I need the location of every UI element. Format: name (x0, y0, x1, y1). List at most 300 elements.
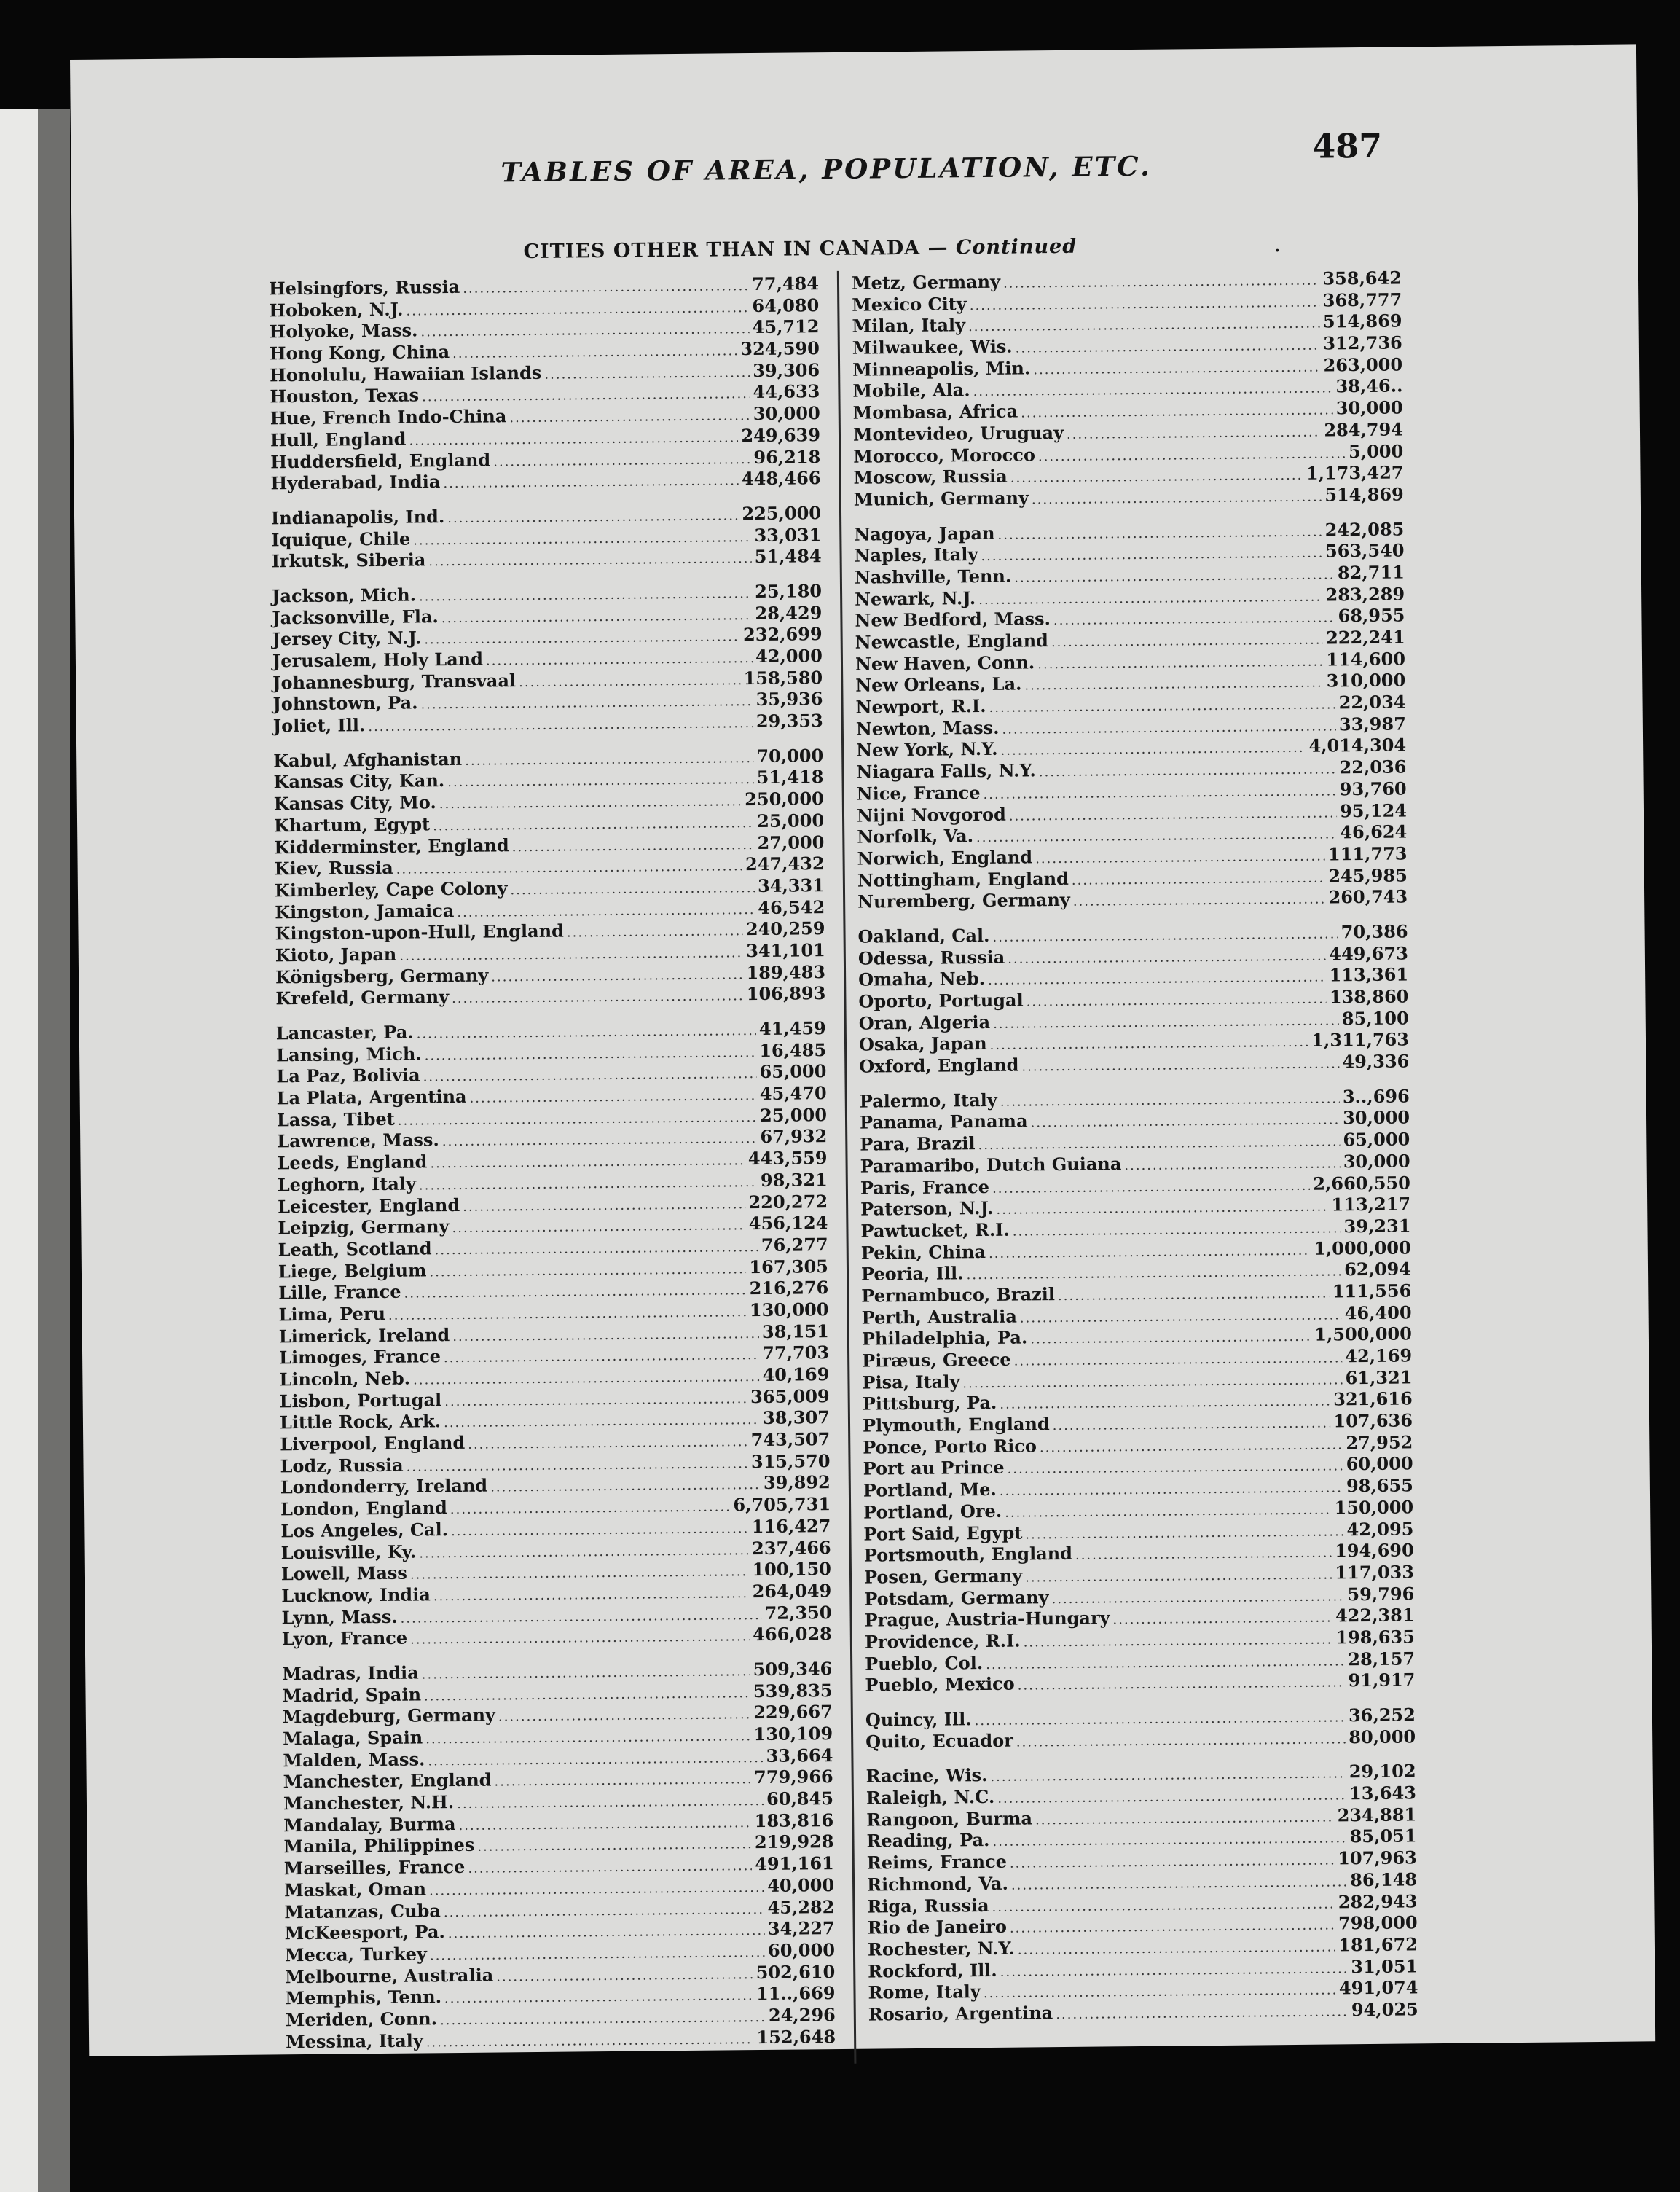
city-population: 39,892 (763, 1471, 831, 1494)
city-row (852, 267, 1402, 294)
dot-leader (973, 378, 1333, 403)
dot-leader (1009, 802, 1338, 827)
dot-leader (452, 340, 737, 364)
city-population: 100,150 (752, 1558, 832, 1581)
city-population: 539,835 (753, 1679, 833, 1702)
city-name: Kiev, Russia (274, 856, 393, 880)
dot-leader (430, 1942, 765, 1967)
city-population: 29,102 (1349, 1760, 1416, 1782)
city-population: 67,932 (760, 1125, 828, 1148)
dot-leader (439, 791, 742, 815)
city-name: Pernambuco, Brazil (861, 1283, 1056, 1307)
dot-leader (417, 1020, 757, 1045)
city-name: Plymouth, England (862, 1413, 1050, 1436)
city-name: Messina, Italy (285, 2029, 423, 2052)
dot-leader (444, 1985, 753, 2010)
city-name: Jackson, Mich. (271, 584, 417, 607)
city-name: New Haven, Conn. (855, 651, 1035, 675)
dot-leader (1010, 465, 1303, 490)
city-name: Morocco, Morocco (853, 443, 1036, 467)
dot-leader (396, 856, 743, 880)
city-name: Prague, Austria-Hungary (864, 1607, 1110, 1631)
dot-leader (1053, 608, 1335, 632)
city-name: Kioto, Japan (275, 943, 397, 966)
city-population: 113,217 (1331, 1193, 1411, 1216)
city-population: 31,051 (1351, 1954, 1418, 1977)
city-population: 42,000 (755, 645, 823, 668)
city-population: 13,643 (1349, 1782, 1417, 1804)
city-population: 46,400 (1344, 1302, 1412, 1323)
city-name: Magdeburg, Germany (282, 1704, 496, 1728)
city-name: Memphis, Tenn. (285, 1986, 442, 2009)
dot-leader (368, 713, 753, 738)
city-population: 62,094 (1344, 1258, 1412, 1280)
dot-leader (400, 1605, 761, 1629)
city-population: 234,881 (1337, 1804, 1417, 1826)
dot-leader (1020, 1304, 1342, 1329)
dot-leader (990, 1764, 1346, 1788)
city-population: 232,699 (742, 623, 823, 646)
city-population: 94,025 (1351, 1998, 1418, 2021)
book-page (70, 44, 1655, 2056)
city-name: Joliet, Ill. (272, 714, 366, 737)
dot-leader (1039, 759, 1337, 783)
city-population: 422,381 (1335, 1604, 1415, 1627)
dot-leader (1016, 335, 1321, 360)
city-name: Hue, French Indo-China (270, 405, 507, 429)
dot-leader (404, 1280, 746, 1304)
city-name: Iquique, Chile (271, 528, 411, 550)
dot-leader (1014, 1347, 1343, 1372)
city-name: Lisbon, Portugal (279, 1388, 442, 1412)
city-name: Kabul, Afghanistan (273, 748, 463, 772)
city-population: 183,816 (754, 1809, 834, 1831)
city-population: 216,276 (749, 1277, 829, 1299)
city-name: Palermo, Italy (859, 1089, 997, 1112)
city-name: Portland, Ore. (863, 1500, 1002, 1523)
city-name: Metz, Germany (851, 270, 1001, 294)
dot-leader (451, 1518, 749, 1543)
dot-leader (1024, 1629, 1333, 1653)
city-population: 240,259 (745, 917, 825, 940)
city-name: Huddersfield, England (270, 448, 491, 472)
dot-leader (447, 769, 754, 794)
dot-leader (420, 691, 753, 716)
city-population: 16,485 (759, 1038, 827, 1061)
right-city-column (852, 267, 1418, 2025)
city-population: 30,000 (753, 402, 820, 425)
city-population: 60,845 (766, 1788, 834, 1809)
dot-leader (420, 318, 750, 343)
city-name: Pawtucket, R.I. (860, 1218, 1010, 1242)
city-name: Perth, Australia (861, 1305, 1017, 1328)
dot-leader (1000, 1391, 1330, 1416)
city-name: Hong Kong, China (269, 341, 450, 364)
city-name: Manchester, N.H. (283, 1791, 455, 1815)
city-name: Rosario, Argentina (868, 2002, 1053, 2025)
dot-leader (989, 1240, 1311, 1264)
dot-leader (477, 1834, 752, 1858)
city-name: McKeesport, Pa. (284, 1921, 445, 1944)
city-population: 5,000 (1348, 439, 1404, 462)
city-population: 25,000 (759, 1103, 828, 1126)
city-name: Matanzas, Cuba (284, 1899, 441, 1922)
dot-leader (983, 780, 1337, 805)
city-population: 64,080 (752, 294, 820, 316)
city-population: 40,000 (767, 1874, 835, 1896)
dot-leader (1007, 1456, 1343, 1481)
dot-leader (1033, 356, 1321, 380)
dot-leader (1124, 1153, 1341, 1177)
city-population: 24,296 (768, 2003, 836, 2026)
dot-leader (469, 1085, 757, 1109)
dot-leader (1008, 945, 1326, 970)
city-name: Little Rock, Ark. (279, 1410, 441, 1433)
dot-leader (444, 1388, 747, 1413)
left-city-column (269, 273, 836, 2052)
city-population: 91,917 (1348, 1669, 1416, 1691)
city-population: 85,051 (1349, 1825, 1417, 1847)
city-population: 282,943 (1338, 1890, 1418, 1912)
city-name: Rochester, N.Y. (867, 1937, 1015, 1960)
dot-leader (1075, 1543, 1332, 1567)
city-name: Malaga, Spain (282, 1726, 423, 1750)
city-name: Piræus, Greece (862, 1348, 1011, 1371)
city-name: Newport, R.I. (855, 695, 986, 718)
city-name: Ponce, Porto Rico (863, 1435, 1037, 1458)
city-population: 29,353 (755, 710, 823, 732)
city-population: 514,869 (1324, 483, 1404, 506)
dot-leader (407, 1453, 749, 1478)
city-population: 25,180 (755, 580, 823, 602)
city-population: 85,100 (1341, 1007, 1409, 1029)
dot-leader (413, 527, 752, 552)
city-name: Oporto, Portugal (858, 989, 1024, 1012)
city-population: 33,664 (766, 1744, 833, 1766)
city-name: Newark, N.J. (855, 587, 976, 610)
dot-leader (457, 1790, 764, 1815)
city-name: Liege, Belgium (278, 1259, 427, 1282)
dot-leader (433, 1583, 750, 1608)
dot-leader (486, 648, 753, 672)
city-population: 138,860 (1329, 985, 1409, 1008)
dot-leader (444, 1898, 765, 1923)
city-name: Montevideo, Uruguay (852, 421, 1064, 445)
dot-leader (493, 449, 751, 473)
section-heading (523, 235, 1077, 263)
dot-leader (1058, 1283, 1330, 1307)
city-name: London, England (280, 1497, 447, 1520)
city-name: Mandalay, Burma (283, 1812, 456, 1836)
city-name: Newcastle, England (855, 630, 1049, 653)
city-name: Manchester, England (283, 1769, 492, 1793)
city-name: Paramaribo, Dutch Guiana (860, 1153, 1122, 1177)
dot-leader (468, 1855, 752, 1879)
city-name: Jersey City, N.J. (272, 627, 422, 650)
city-name: Quito, Ecuador (865, 1729, 1013, 1753)
city-row (272, 580, 822, 607)
city-population: 225,000 (742, 502, 822, 525)
city-population: 59,796 (1347, 1582, 1415, 1605)
city-name: Minneapolis, Min. (852, 357, 1031, 380)
dot-leader (1030, 1326, 1311, 1350)
city-population: 44,633 (753, 380, 820, 403)
dot-leader (1073, 889, 1326, 913)
dot-leader (425, 1042, 757, 1067)
running-header: TABLES OF AREA, POPULATION, ETC. (501, 149, 1153, 189)
city-name: Leicester, England (277, 1194, 460, 1217)
city-population: 45,470 (759, 1082, 827, 1105)
dot-leader (452, 985, 744, 1010)
city-name: Khartum, Egypt (273, 813, 431, 837)
city-population: 28,429 (755, 601, 823, 624)
city-population: 80,000 (1349, 1726, 1416, 1747)
dot-leader (510, 877, 755, 901)
city-name: Norfolk, Va. (857, 825, 974, 848)
city-population: 34,331 (757, 874, 825, 896)
dot-leader (1032, 486, 1322, 511)
city-population: 167,305 (749, 1255, 829, 1277)
dot-leader (512, 834, 755, 858)
city-name: Potsdam, Germany (864, 1586, 1049, 1610)
city-population: 111,773 (1327, 842, 1408, 865)
city-name: Nashville, Tenn. (854, 565, 1012, 588)
city-population: 563,540 (1324, 539, 1405, 562)
dot-leader (424, 1683, 750, 1707)
city-population: 51,418 (756, 766, 824, 788)
city-population: 72,350 (764, 1601, 832, 1624)
dot-leader (978, 1131, 1340, 1156)
dot-leader (1037, 651, 1324, 675)
dot-leader (409, 427, 738, 452)
city-population: 779,966 (753, 1766, 833, 1788)
dot-leader (976, 824, 1338, 849)
city-population: 502,610 (755, 1960, 836, 1983)
city-population: 38,46.. (1335, 375, 1403, 397)
dot-leader (970, 291, 1320, 316)
city-name: Kansas City, Mo. (273, 791, 436, 815)
dot-leader (1016, 1729, 1346, 1753)
city-name: Reims, France (866, 1850, 1008, 1874)
city-population: 466,028 (753, 1623, 832, 1645)
city-name: Paterson, N.J. (860, 1197, 994, 1220)
dot-leader (434, 1237, 758, 1261)
city-name: Pekin, China (860, 1240, 986, 1264)
dot-leader (1010, 1915, 1335, 1940)
city-name: Richmond, Va. (866, 1872, 1009, 1895)
city-name: Londonderry, Ireland (280, 1475, 488, 1498)
city-name: Krefeld, Germany (275, 986, 450, 1009)
dot-leader (425, 1726, 751, 1750)
city-name: Lucknow, India (281, 1584, 431, 1607)
dot-leader (981, 543, 1322, 568)
city-name: Panama, Panama (859, 1110, 1028, 1134)
dot-leader (1030, 1110, 1340, 1135)
dot-leader (430, 1150, 745, 1175)
city-population: 107,963 (1338, 1847, 1417, 1869)
city-name: Raleigh, N.C. (865, 1785, 995, 1809)
city-population: 245,985 (1328, 864, 1408, 887)
city-population: 22,034 (1338, 691, 1406, 713)
dot-leader (1035, 1807, 1335, 1831)
city-name: Rangoon, Burma (866, 1807, 1033, 1831)
city-population: 150,000 (1334, 1496, 1414, 1519)
city-name: Malden, Mass. (283, 1748, 425, 1771)
city-population: 117,033 (1335, 1561, 1415, 1584)
city-population: 310,000 (1326, 669, 1406, 692)
city-population: 60,000 (1346, 1452, 1413, 1475)
city-name: Racine, Wis. (865, 1764, 988, 1787)
dot-leader (496, 1964, 753, 1988)
city-population: 42,095 (1346, 1517, 1414, 1540)
city-population: 1,500,000 (1314, 1323, 1413, 1345)
city-name: Mecca, Turkey (284, 1943, 428, 1966)
city-name: Limerick, Ireland (278, 1323, 450, 1347)
dot-leader (428, 1747, 763, 1772)
city-population: 220,272 (748, 1190, 828, 1213)
dot-leader (1035, 845, 1325, 870)
city-name: La Paz, Bolivia (276, 1064, 420, 1087)
city-population: 22,036 (1339, 756, 1407, 778)
dot-leader (519, 670, 741, 694)
dot-leader (448, 1920, 765, 1945)
city-population: 283,289 (1325, 583, 1405, 606)
city-population: 1,311,763 (1311, 1028, 1410, 1052)
dot-leader (996, 1197, 1328, 1221)
city-name: Kansas City, Kan. (273, 770, 445, 793)
city-population: 229,667 (753, 1701, 833, 1723)
city-name: Newton, Mass. (855, 716, 1000, 740)
dot-leader (442, 1128, 758, 1153)
city-population: 70,386 (1341, 920, 1408, 943)
city-population: 247,432 (745, 853, 825, 875)
city-population: 38,151 (761, 1320, 829, 1342)
city-name: Niagara Falls, N.Y. (856, 759, 1036, 783)
city-name: Posen, Germany (863, 1565, 1023, 1588)
dot-leader (498, 1704, 751, 1728)
city-population: 6,705,731 (733, 1493, 831, 1516)
dot-leader (1021, 400, 1333, 425)
city-name: Mombasa, Africa (852, 400, 1018, 423)
city-population: 1,173,427 (1306, 461, 1404, 484)
dot-leader (433, 813, 754, 837)
dot-leader (1000, 737, 1306, 762)
city-name: Rome, Italy (868, 1981, 981, 2003)
city-name: Indianapolis, Ind. (270, 505, 445, 529)
city-name: Odessa, Russia (857, 946, 1005, 969)
city-population: 30,000 (1335, 396, 1403, 419)
city-population: 11..,669 (755, 1982, 836, 2005)
dot-leader (1024, 673, 1324, 697)
city-name: Jacksonville, Fla. (272, 605, 439, 628)
city-population: 93,760 (1339, 778, 1407, 800)
dot-leader (1002, 716, 1336, 740)
city-population: 60,000 (767, 1938, 836, 1961)
dot-leader (491, 964, 744, 988)
city-name: La Plata, Argentina (276, 1085, 467, 1109)
city-name: Oran, Algeria (858, 1011, 991, 1034)
city-population: 798,000 (1338, 1911, 1418, 1934)
city-population: 264,049 (752, 1579, 832, 1602)
dot-leader (419, 1172, 758, 1197)
city-name: Nagoya, Japan (854, 522, 995, 545)
city-name: Lansing, Mich. (275, 1043, 422, 1066)
city-population: 38,307 (762, 1406, 831, 1429)
city-name: Hoboken, N.J. (269, 298, 404, 321)
city-population: 514,869 (1322, 310, 1402, 332)
dot-leader (1000, 1088, 1340, 1113)
city-name: Pisa, Italy (862, 1371, 960, 1393)
city-name: Meriden, Conn. (285, 2008, 438, 2031)
city-name: Maskat, Oman (283, 1878, 427, 1901)
dot-leader (1014, 564, 1335, 589)
city-name: Lassa, Tibet (276, 1108, 395, 1131)
city-population: 82,711 (1337, 561, 1405, 584)
city-population: 312,736 (1323, 332, 1402, 354)
city-population: 443,559 (747, 1147, 828, 1170)
city-row (269, 273, 819, 300)
dot-leader (1053, 1413, 1331, 1437)
dot-leader (1010, 1850, 1335, 1875)
city-name: Milwaukee, Wis. (852, 335, 1013, 359)
city-name: Philadelphia, Pa. (861, 1326, 1028, 1350)
city-name: Hyderabad, India (270, 471, 441, 494)
dot-leader (1025, 1564, 1332, 1589)
dot-leader (1000, 1477, 1343, 1502)
dot-leader (988, 967, 1327, 992)
city-population: 45,282 (767, 1895, 835, 1918)
city-population: 35,936 (755, 688, 823, 711)
city-population: 113,361 (1329, 963, 1409, 986)
city-population: 25,000 (757, 809, 825, 831)
city-population: 237,466 (751, 1536, 831, 1559)
city-name: Kingston-upon-Hull, England (275, 920, 565, 944)
city-name: Lyon, France (281, 1627, 408, 1650)
dot-leader (1000, 1958, 1349, 1983)
city-population: 98,321 (760, 1168, 828, 1191)
city-population: 77,484 (751, 273, 820, 295)
dot-leader (1056, 2001, 1349, 2026)
book-spine (38, 109, 70, 2192)
city-row (857, 920, 1408, 947)
city-population: 41,459 (758, 1017, 826, 1039)
city-name: Providence, R.I. (864, 1629, 1021, 1653)
city-population: 263,000 (1323, 353, 1403, 376)
city-row (860, 1085, 1410, 1112)
dot-leader (426, 2029, 754, 2054)
city-population: 324,590 (740, 337, 820, 360)
dot-leader (447, 505, 739, 530)
city-name: Jerusalem, Holy Land (272, 648, 484, 672)
city-name: Houston, Texas (270, 384, 420, 407)
city-name: Lima, Peru (278, 1302, 386, 1326)
city-population: 321,616 (1333, 1387, 1413, 1410)
city-population: 27,000 (757, 831, 825, 853)
dot-leader (1005, 1499, 1332, 1524)
city-name: Lille, France (278, 1280, 401, 1304)
dot-leader (399, 942, 743, 967)
city-population: 116,427 (751, 1514, 831, 1537)
city-name: Lancaster, Pa. (275, 1021, 414, 1044)
city-name: Port Said, Egypt (863, 1522, 1023, 1545)
city-population: 34,227 (767, 1917, 835, 1940)
city-name: New York, N.Y. (856, 738, 998, 762)
dot-leader (992, 923, 1338, 948)
dot-leader (1025, 1521, 1344, 1546)
dot-leader (975, 1707, 1346, 1732)
dot-leader (422, 383, 750, 408)
city-population: 365,009 (750, 1385, 830, 1407)
